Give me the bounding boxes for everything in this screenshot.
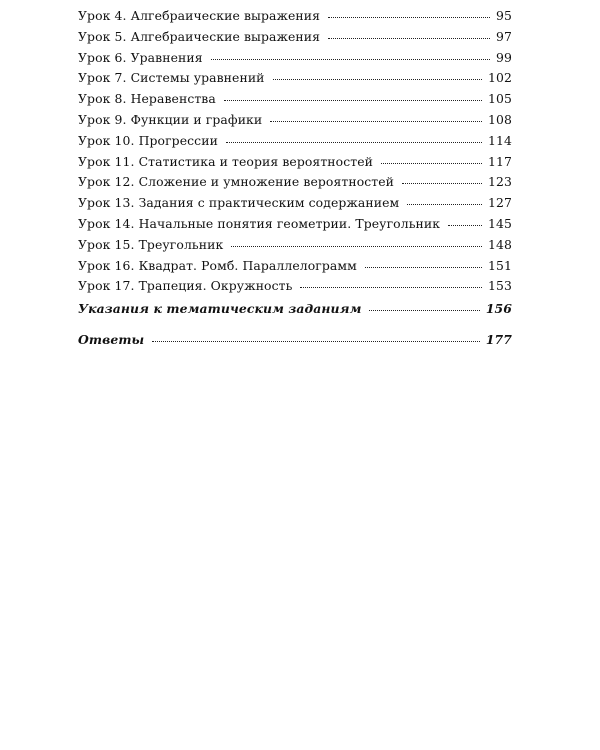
toc-entry-page: 117 [488, 153, 512, 169]
toc-entry [78, 50, 512, 71]
toc-entry-title: Урок 13. Задания с практическим содержанием [78, 195, 400, 211]
toc-entry [78, 70, 512, 91]
toc-entry-title: Урок 5. Алгебраические выражения [78, 28, 321, 44]
toc-entry-page: 123 [488, 174, 512, 190]
dot-leader [152, 341, 480, 342]
toc-entry-page: 108 [488, 111, 512, 127]
dot-leader [365, 267, 482, 268]
toc-entry-title: Урок 17. Трапеция. Окружность [78, 278, 293, 294]
toc-entry-title: Урок 16. Квадрат. Ромб. Параллелограмм [78, 257, 357, 273]
toc-entry [78, 258, 512, 279]
toc-entry [78, 195, 512, 216]
dot-leader [328, 17, 490, 18]
toc-entry-page: 145 [488, 215, 512, 231]
dot-leader [273, 79, 483, 80]
dot-leader [270, 121, 482, 122]
toc-section-page: 177 [485, 331, 512, 347]
toc-entry [78, 91, 512, 112]
toc-entry-page: 148 [488, 236, 512, 252]
toc-entry-title: Урок 11. Статистика и теория вероятностей [78, 153, 373, 169]
toc-entry-page: 127 [488, 195, 512, 211]
toc-entry [78, 237, 512, 258]
toc-entry [78, 29, 512, 50]
toc-entry [78, 112, 512, 133]
toc-entry-page: 153 [488, 278, 512, 294]
toc-entry [78, 133, 512, 154]
dot-leader [300, 287, 482, 288]
toc-section-entry [78, 332, 512, 353]
toc-section-entry [78, 301, 512, 322]
dot-leader [448, 225, 482, 226]
toc-entry-title: Урок 14. Начальные понятия геометрии. Треугольник [78, 215, 441, 231]
dot-leader [224, 100, 482, 101]
dot-leader [226, 142, 482, 143]
toc-entry-title: Урок 15. Треугольник [78, 236, 224, 252]
dot-leader [369, 310, 479, 311]
table-of-contents [78, 8, 512, 353]
toc-entry-page: 151 [488, 257, 512, 273]
toc-section-page: 156 [485, 301, 512, 317]
toc-entry [78, 278, 512, 299]
toc-entry-title: Урок 9. Функции и графики [78, 111, 263, 127]
toc-entry-page: 95 [496, 8, 512, 23]
toc-entry-title: Урок 8. Неравенства [78, 91, 216, 107]
toc-entry-title: Урок 7. Системы уравнений [78, 70, 265, 86]
toc-entry-title: Урок 10. Прогрессии [78, 132, 218, 148]
toc-entry-title: Урок 6. Уравнения [78, 49, 203, 65]
toc-entry-title: Урок 12. Сложение и умножение вероятностей [78, 174, 395, 190]
dot-leader [381, 163, 482, 164]
toc-entry [78, 174, 512, 195]
toc-entry-title: Урок 4. Алгебраические выражения [78, 8, 321, 23]
toc-entry-page: 97 [496, 28, 512, 44]
toc-entry-page: 114 [488, 132, 512, 148]
toc-entry [78, 8, 512, 29]
toc-entry [78, 216, 512, 237]
dot-leader [328, 38, 490, 39]
dot-leader [407, 204, 482, 205]
toc-section-title: Указания к тематическим заданиям [78, 301, 362, 317]
toc-entry-page: 99 [496, 49, 512, 65]
dot-leader [402, 183, 482, 184]
dot-leader [211, 59, 490, 60]
toc-section-title: Ответы [78, 331, 145, 347]
toc-entry-page: 105 [488, 91, 512, 107]
toc-entry-page: 102 [488, 70, 512, 86]
dot-leader [231, 246, 482, 247]
toc-entry [78, 154, 512, 175]
